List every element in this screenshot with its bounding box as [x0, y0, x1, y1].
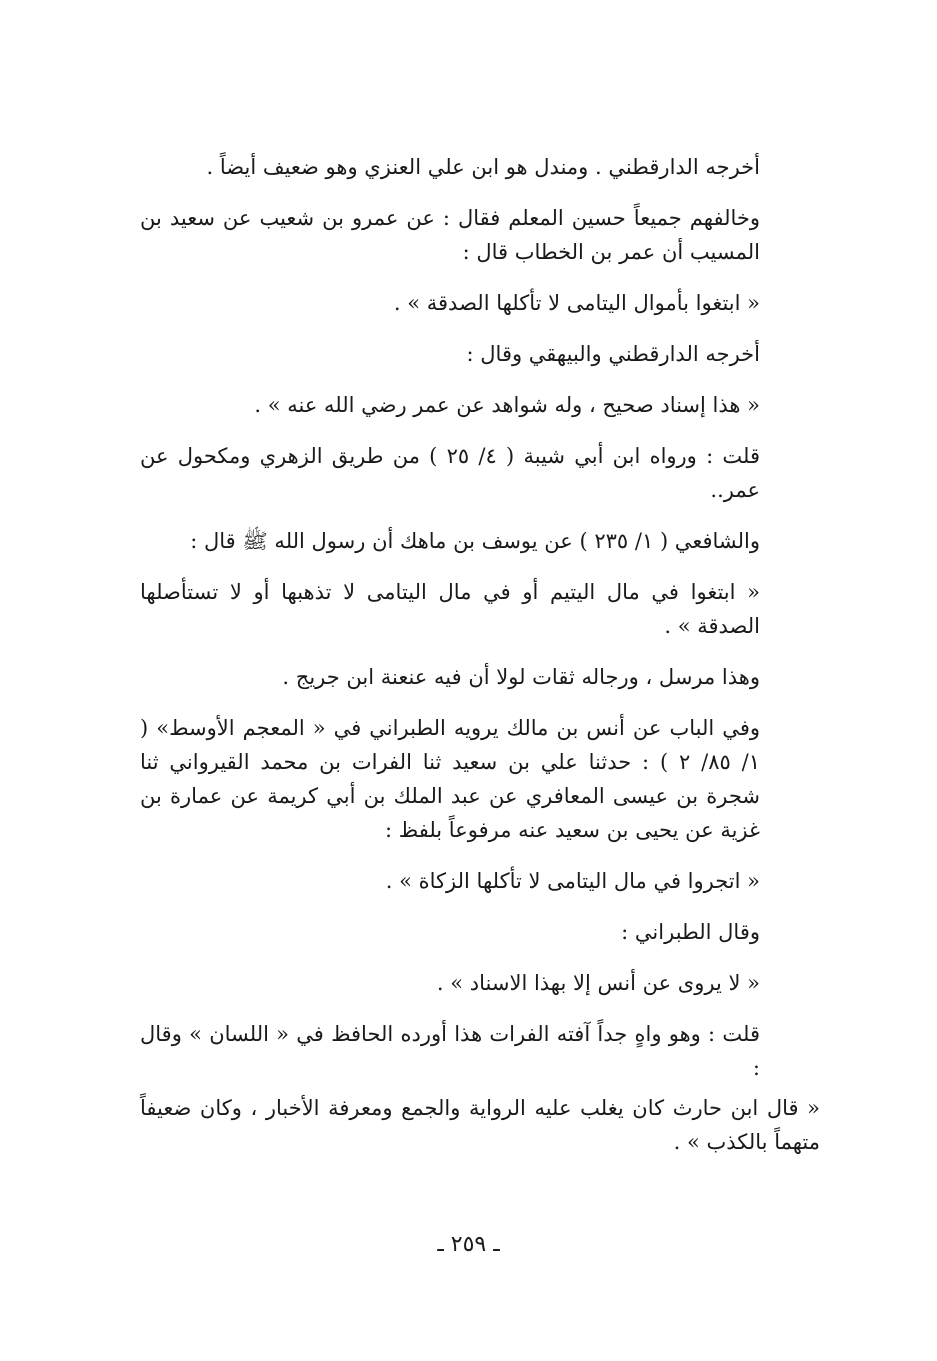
- hadith-quote-3: « ابتغوا في مال اليتيم أو في مال اليتامى لا تذهبها أو لا تستأصلها الصدقة » .: [140, 580, 760, 638]
- quote-2: « هذا إسناد صحيح ، وله شواهد عن عمر رضي الله عنه » .: [254, 393, 760, 417]
- quote-5: « لا يروى عن أنس إلا بهذا الاسناد » .: [436, 971, 760, 995]
- paragraph-4: قلت : ورواه ابن أبي شيبة ( ٤/ ٢٥ ) من طريق الزهري ومكحول عن عمر..: [140, 444, 760, 502]
- paragraph-6: وهذا مرسل ، ورجاله ثقات لولا أن فيه عنعنة ابن جريج .: [282, 665, 760, 689]
- hadith-quote-4: « اتجروا في مال اليتامى لا تأكلها الزكاة » .: [385, 869, 760, 893]
- paragraph-1: أخرجه الدارقطني . ومندل هو ابن علي العنزي وهو ضعيف أيضاً .: [206, 155, 760, 179]
- page-body: [140, 150, 820, 1176]
- paragraph-2: وخالفهم جميعاً حسين المعلم فقال : عن عمرو بن شعيب عن سعيد بن المسيب أن عمر بن الخطاب قال :: [140, 206, 760, 264]
- paragraph-3: أخرجه الدارقطني والبيهقي وقال :: [466, 342, 760, 366]
- page-number: ـ ٢٥٩ ـ: [437, 1232, 500, 1257]
- paragraph-8: وقال الطبراني :: [621, 920, 760, 944]
- quote-6: « قال ابن حارث كان يغلب عليه الرواية والجمع ومعرفة الأخبار ، وكان ضعيفاً متهماً بالكذب » .: [140, 1096, 820, 1154]
- paragraph-9: قلت : وهو واهٍ جداً آفته الفرات هذا أورده الحافظ في « اللسان » وقال :: [140, 1022, 760, 1080]
- hadith-quote-1: « ابتغوا بأموال اليتامى لا تأكلها الصدقة » .: [393, 291, 760, 315]
- paragraph-5: والشافعي ( ١/ ٢٣٥ ) عن يوسف بن ماهك أن رسول الله ﷺ قال :: [190, 529, 760, 553]
- paragraph-7: وفي الباب عن أنس بن مالك يرويه الطبراني في « المعجم الأوسط» ( ١/ ٨٥/ ٢ ) : حدثنا علي بن سعيد ثنا الفرات بن محمد القيرواني ثنا شجرة بن عيسى المعافري عن عبد الملك بن أبي كريمة عن عمارة بن غزية عن يحيى بن سعيد عنه مرفوعاً بلفظ :: [140, 716, 760, 842]
